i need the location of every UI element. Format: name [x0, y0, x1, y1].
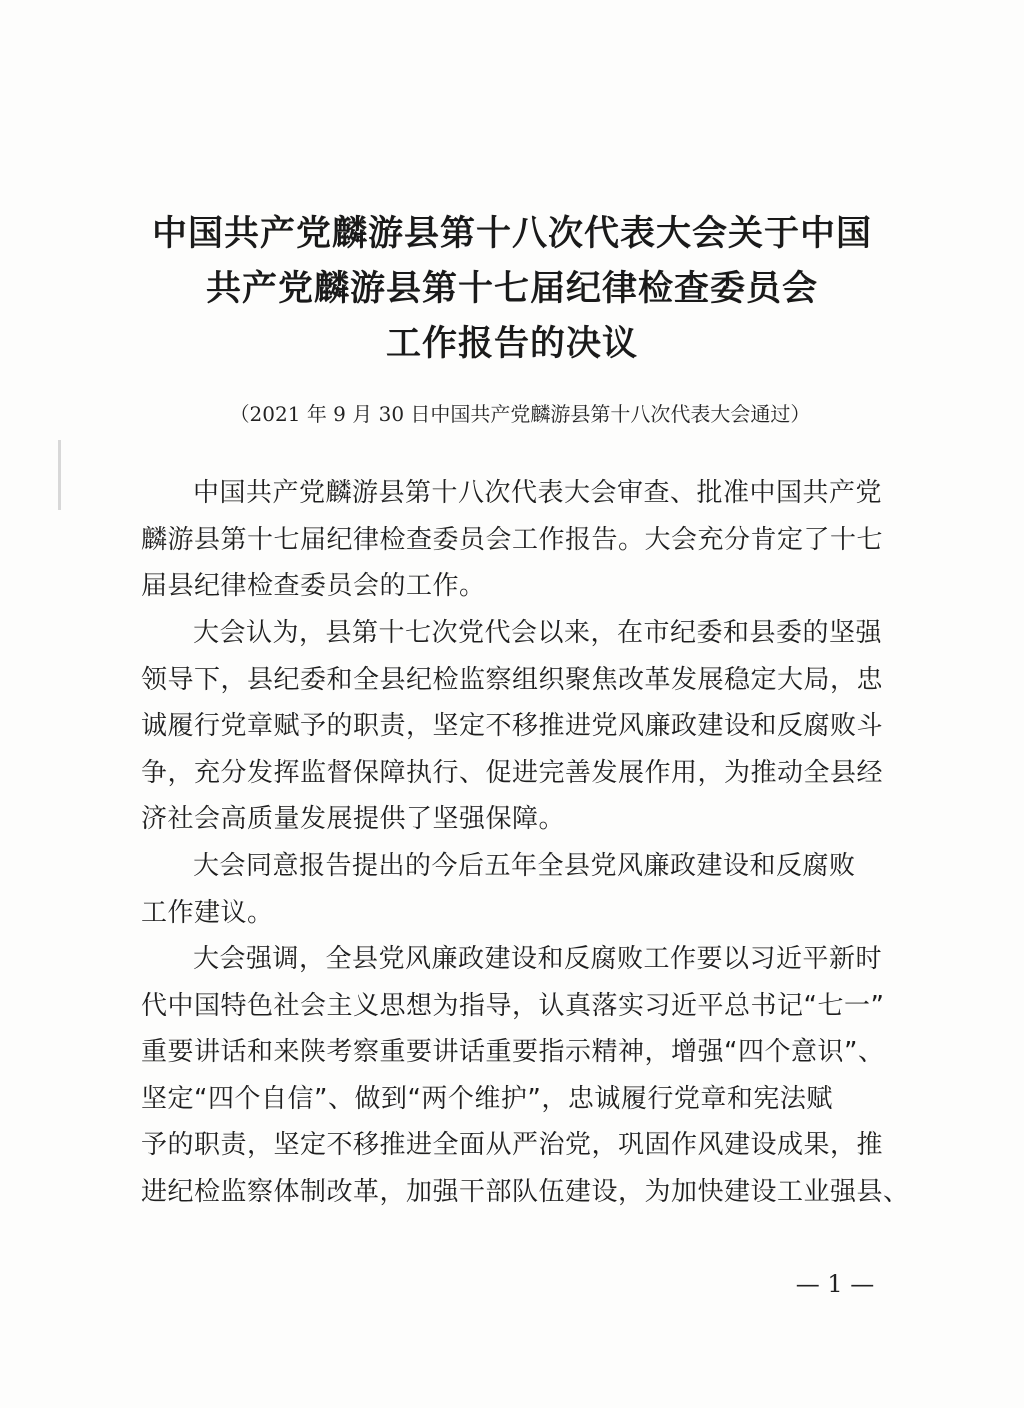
paragraph-line: 届县纪律检查委员会的工作。	[141, 571, 486, 601]
paragraph-line: 大会认为，县第十七次党代会以来，在市纪委和县委的坚强	[193, 618, 883, 648]
paragraph-line: 领导下，县纪委和全县纪检监察组织聚焦改革发展稳定大局，忠	[141, 664, 884, 695]
paragraph-3	[141, 843, 881, 936]
paragraph-line: 济社会高质量发展提供了坚强保障。	[141, 804, 566, 834]
paragraph-line: 争，充分发挥监督保障执行、促进完善发展作用，为推动全县经	[141, 757, 884, 788]
scan-mark	[58, 440, 61, 510]
title-line-3: 工作报告的决议	[385, 323, 638, 364]
paragraph-line: 坚定“四个自信”、做到“两个维护”，忠诚履行党章和宪法赋	[141, 1083, 833, 1114]
title-line-1: 中国共产党麟游县第十八次代表大会关于中国	[151, 213, 872, 254]
page-number: — 1 —	[795, 1270, 875, 1298]
paragraph-line: 诚履行党章赋予的职责，坚定不移推进党风廉政建设和反腐败斗	[141, 711, 884, 741]
paragraph-1	[141, 470, 884, 610]
paragraph-2	[141, 610, 884, 843]
paragraph-line: 大会强调，全县党风廉政建设和反腐败工作要以习近平新时	[193, 944, 883, 974]
paragraph-line: 予的职责，坚定不移推进全面从严治党，巩固作风建设成果，推	[141, 1130, 884, 1160]
paragraph-line: 中国共产党麟游县第十八次代表大会审查、批准中国共产党	[193, 478, 883, 508]
paragraph-line: 重要讲话和来陕考察重要讲话重要指示精神，增强“四个意识”、	[141, 1037, 885, 1067]
paragraph-line: 代中国特色社会主义思想为指导，认真落实习近平总书记“七一”	[141, 990, 885, 1021]
paragraph-line: 工作建议。	[141, 897, 274, 928]
document-title	[100, 206, 924, 371]
document-subtitle: （2021 年 9 月 30 日中国共产党麟游县第十八次代表大会通过）	[229, 402, 811, 426]
paragraph-line: 麟游县第十七届纪律检查委员会工作报告。大会充分肯定了十七	[141, 524, 884, 555]
title-line-2: 共产党麟游县第十七届纪律检查委员会	[205, 268, 818, 309]
paragraph-4	[141, 936, 910, 1215]
paragraph-line: 进纪检监察体制改革，加强干部队伍建设，为加快建设工业强县、	[141, 1176, 910, 1207]
paragraph-line: 大会同意报告提出的今后五年全县党风廉政建设和反腐败	[193, 851, 856, 881]
